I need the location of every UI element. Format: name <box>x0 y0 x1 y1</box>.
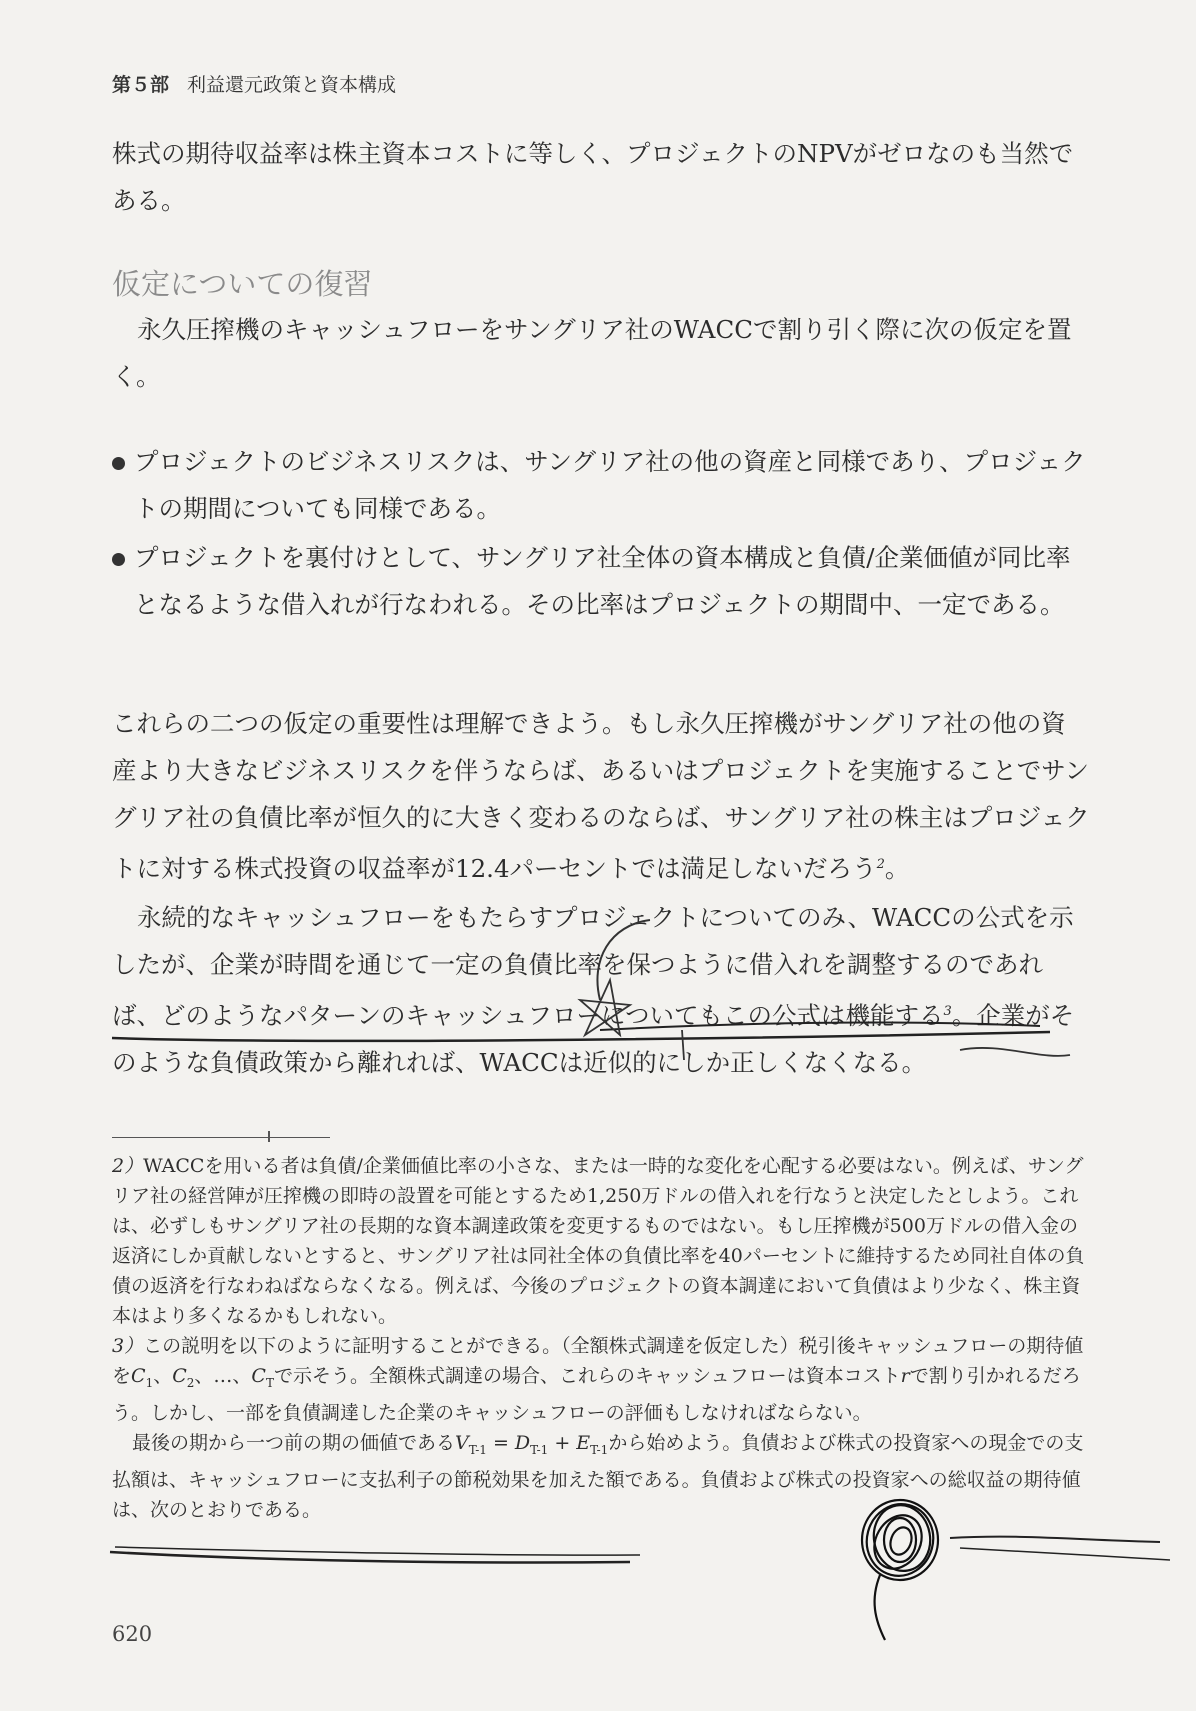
paragraph-4-text <box>112 894 1090 1086</box>
part-number: 第５部 <box>112 74 170 96</box>
list-item <box>112 438 1090 532</box>
running-header <box>112 70 396 97</box>
pen-underline-right-2 <box>960 1548 1170 1560</box>
math-v-sub: T-1 <box>468 1442 487 1457</box>
math-d-sub: T-1 <box>530 1442 549 1457</box>
paragraph-3 <box>112 700 1090 1086</box>
paragraph-1-text: 株式の期待収益率は株主資本コストに等しく、プロジェクトのNPVがゼロなのも当然である。 <box>112 139 1074 215</box>
math-equals: = <box>486 1431 515 1454</box>
paragraph-2 <box>112 306 1090 400</box>
math-r: r <box>900 1365 910 1387</box>
bullet-icon <box>112 553 125 566</box>
part-title: 利益還元政策と資本構成 <box>187 74 397 96</box>
bullet-1-text: プロジェクトのビジネスリスクは、サングリア社の他の資産と同様であり、プロジェクトの期間についても同様である。 <box>134 447 1086 523</box>
math-e: E <box>576 1431 591 1454</box>
footnote-3-text-d: 最後の期から一つ前の期の価値である <box>132 1431 456 1454</box>
math-ct-sub: T <box>265 1375 274 1390</box>
paragraph-2-text: 永久圧搾機のキャッシュフローをサングリア社のWACCで割り引く際に次の仮定を置く。 <box>112 315 1072 391</box>
footnote-3-number: 3） <box>112 1335 144 1357</box>
paragraph-4-body: 永続的なキャッシュフローをもたらすプロジェクトについてのみ、WACCの公式を示したが、企業が時間を通じて一定の負債比率を保つように借入れを調整するのであれば、どのようなパターンのキャッシュフローについてもこの公式は機能する <box>112 903 1074 1031</box>
footnote-3 <box>112 1331 1090 1428</box>
math-v: V <box>455 1431 469 1454</box>
footnotes <box>112 1151 1090 1525</box>
footnote-ref-3: 3 <box>943 1004 952 1020</box>
paragraph-4-end: 。企業がそのような負債政策から離れれば、WACCは近似的にしか正しくなくなる。 <box>112 1001 1075 1078</box>
paragraph-3-text <box>112 700 1090 892</box>
math-ct: C <box>251 1365 266 1387</box>
math-sep-2: 、…、 <box>194 1365 252 1387</box>
math-sep-1: 、 <box>153 1365 173 1387</box>
paragraph-3-end: 。 <box>884 854 910 884</box>
math-c1: C <box>131 1365 146 1387</box>
math-plus: + <box>548 1431 577 1454</box>
pen-underline-footnote <box>110 1552 630 1563</box>
math-c2-sub: 2 <box>186 1375 195 1390</box>
pen-mark <box>268 1131 270 1142</box>
footnote-3-text-a: この説明を以下のように証明することができる。（全額株式調達を仮定した）税引後キャッシュフローの期待値を <box>112 1335 1084 1387</box>
bullet-icon <box>112 457 125 470</box>
footnote-rule <box>112 1137 330 1138</box>
section-title: 仮定についての復習 <box>112 267 373 301</box>
footnote-2-number: 2） <box>112 1155 144 1177</box>
page-number: 620 <box>112 1622 153 1646</box>
pen-underline-right <box>950 1537 1160 1542</box>
paragraph-3-body: これらの二つの仮定の重要性は理解できよう。もし永久圧搾機がサングリア社の他の資産より大きなビジネスリスクを伴うならば、あるいはプロジェクトを実施することでサングリア社の負債比率が恒久的に大きく変わるのならば、サングリア社の株主はプロジェクトに対する株式投資の収益率が12.4パーセントでは満足しないだろう <box>112 709 1090 884</box>
footnote-3-text-c: で割り引かれるだろう。しかし、一部を負債調達した企業のキャッシュフローの評価もしなければならない。 <box>112 1365 1081 1424</box>
footnote-2-text: WACCを用いる者は負債/企業価値比率の小さな、または一時的な変化を心配する必要はない。例えば、サングリア社の経営陣が圧搾機の即時の設置を可能とするため1,250万ドルの借入れを行なうと決定したとしよう。これは、必ずしもサングリア社の長期的な資本調達政策を変更するものではない。もし圧搾機が500万ドルの借入金の返済にしか貢献しないとすると、サングリア社は同社全体の負債比率を40パーセントに維持するため同社自体の負債の返済を行なわねばならなくなる。例えば、今後のプロジェクトの資本調達において負債はより少なく、株主資本はより多くなるかもしれない。 <box>112 1155 1085 1327</box>
footnote-3-continued <box>112 1428 1090 1525</box>
math-c2: C <box>172 1365 187 1387</box>
footnote-3-text-b: で示そう。全額株式調達の場合、これらのキャッシュフローは資本コスト <box>273 1365 901 1387</box>
paragraph-1 <box>112 130 1090 224</box>
bullet-2-text: プロジェクトを裏付けとして、サングリア社全体の資本構成と負債/企業価値が同比率となるような借入れが行なわれる。その比率はプロジェクトの期間中、一定である。 <box>134 543 1071 619</box>
list-item <box>112 534 1090 628</box>
footnote-3-text-e: から始めよう。負債および株式の投資家への現金での支払額は、キャッシュフローに支払利子の節税効果を加えた額である。負債および株式の投資家への総収益の期待値は、次のとおりである。 <box>112 1431 1084 1521</box>
footnote-ref-2: 2 <box>876 857 885 872</box>
math-d: D <box>514 1431 531 1454</box>
footnote-2 <box>112 1151 1090 1331</box>
pen-underline-footnote-2 <box>115 1547 640 1555</box>
math-e-sub: T-1 <box>590 1442 609 1457</box>
assumption-list <box>112 438 1090 628</box>
math-c1-sub: 1 <box>145 1375 154 1390</box>
